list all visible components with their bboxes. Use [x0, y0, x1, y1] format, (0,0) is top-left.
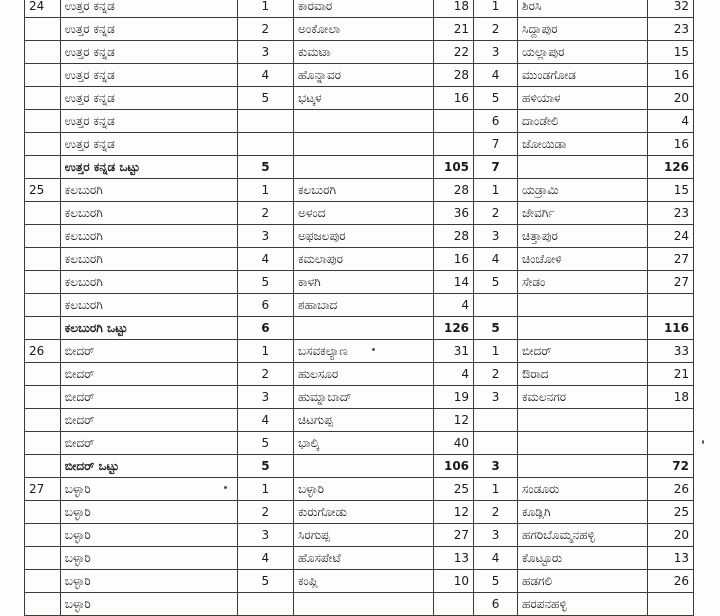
taluk2-count-cell: 20 [647, 87, 693, 110]
district-name-cell: ಬಳ್ಳಾರಿ [60, 478, 237, 501]
district-name-cell: ಕಲಬುರಗಿ [60, 202, 237, 225]
taluk1-count-cell: 14 [434, 271, 474, 294]
taluk1-number-cell: 5 [237, 271, 293, 294]
taluk1-name-cell [294, 133, 434, 156]
table-row [25, 363, 694, 386]
taluk2-name-cell [518, 156, 648, 179]
taluk1-number-cell: 4 [237, 547, 293, 570]
taluk1-name-cell: ಭಟ್ಕಳ [294, 87, 434, 110]
taluk1-name-cell [294, 156, 434, 179]
row-serial-cell: 24 [25, 0, 61, 18]
taluk1-count-cell: 25 [434, 478, 474, 501]
taluk2-name-cell: ಹಳಿಯಾಳ [518, 87, 648, 110]
taluk2-number-cell: 2 [474, 501, 518, 524]
taluk1-count-cell: 10 [434, 570, 474, 593]
taluk1-number-cell: 1 [237, 478, 293, 501]
taluk2-count-cell: 4 [647, 110, 693, 133]
taluk1-count-cell: 4 [434, 363, 474, 386]
taluk1-name-cell: ಕಾರವಾರ [294, 0, 434, 18]
taluk2-name-cell: ಜೋಯಿಡಾ [518, 133, 648, 156]
taluk1-count-cell [434, 133, 474, 156]
taluk1-name-cell: ಬಸವಕಲ್ಯಾಣ [294, 340, 434, 363]
row-serial-cell: 25 [25, 179, 61, 202]
district-name-cell: ಬೀದರ್ [60, 340, 237, 363]
taluk1-count-cell: 12 [434, 409, 474, 432]
taluk1-count-cell: 4 [434, 294, 474, 317]
taluk1-number-cell: 5 [237, 455, 293, 478]
row-serial-cell [25, 363, 61, 386]
taluk2-name-cell: ಔರಾದ [518, 363, 648, 386]
taluk1-count-cell: 31 [434, 340, 474, 363]
taluk2-number-cell: 7 [474, 156, 518, 179]
row-serial-cell [25, 524, 61, 547]
taluk2-number-cell: 3 [474, 455, 518, 478]
taluk2-name-cell: ಹಗರಿಬೊಮ್ಮನಹಳ್ಳಿ [518, 524, 648, 547]
row-serial-cell [25, 225, 61, 248]
taluk1-count-cell: 16 [434, 248, 474, 271]
taluk1-number-cell: 5 [237, 432, 293, 455]
table-row [25, 179, 694, 202]
row-serial-cell [25, 64, 61, 87]
taluk1-count-cell: 106 [434, 455, 474, 478]
total-row [25, 455, 694, 478]
table-row [25, 294, 694, 317]
table-row [25, 340, 694, 363]
taluk2-count-cell: 24 [647, 225, 693, 248]
taluk2-count-cell: 116 [647, 317, 693, 340]
taluk2-name-cell: ಶಿರಸಿ [518, 0, 648, 18]
taluk2-number-cell: 2 [474, 202, 518, 225]
taluk2-number-cell: 5 [474, 87, 518, 110]
taluk2-count-cell: 26 [647, 570, 693, 593]
taluk1-name-cell: ಸಿರಗುಪ್ಪ [294, 524, 434, 547]
taluk1-number-cell: 3 [237, 225, 293, 248]
taluk-table [24, 0, 694, 616]
taluk1-number-cell [237, 110, 293, 133]
table-row [25, 18, 694, 41]
taluk1-name-cell: ಹುಮ್ನಾಬಾದ್ [294, 386, 434, 409]
taluk2-name-cell: ಕೂಡ್ಲಿಗಿ [518, 501, 648, 524]
taluk1-name-cell: ಭಾಲ್ಕಿ [294, 432, 434, 455]
taluk2-name-cell: ಸಂಡೂರು [518, 478, 648, 501]
taluk2-number-cell: 6 [474, 593, 518, 616]
table-row [25, 432, 694, 455]
district-name-cell: ಬಳ್ಳಾರಿ [60, 547, 237, 570]
taluk2-count-cell: 16 [647, 64, 693, 87]
taluk2-number-cell: 1 [474, 340, 518, 363]
taluk2-name-cell: ಜೇವರ್ಗಿ [518, 202, 648, 225]
table-row [25, 202, 694, 225]
table-row [25, 478, 694, 501]
taluk1-name-cell: ಚಿಟಗುಪ್ಪ [294, 409, 434, 432]
taluk1-number-cell: 2 [237, 501, 293, 524]
taluk2-count-cell [647, 409, 693, 432]
taluk2-number-cell: 5 [474, 570, 518, 593]
district-name-cell: ಉತ್ತರ ಕನ್ನಡ [60, 41, 237, 64]
taluk1-count-cell: 126 [434, 317, 474, 340]
taluk1-count-cell: 28 [434, 225, 474, 248]
taluk2-number-cell: 2 [474, 18, 518, 41]
table-row [25, 41, 694, 64]
taluk1-count-cell [434, 110, 474, 133]
table-row [25, 409, 694, 432]
taluk1-name-cell: ಅಳಂದ [294, 202, 434, 225]
table-row [25, 87, 694, 110]
district-name-cell: ಬೀದರ್ [60, 432, 237, 455]
district-name-cell: ಬಳ್ಳಾರಿ [60, 501, 237, 524]
taluk2-number-cell: 2 [474, 363, 518, 386]
taluk2-count-cell: 32 [647, 0, 693, 18]
taluk1-number-cell: 5 [237, 87, 293, 110]
district-name-cell: ಬೀದರ್ ಒಟ್ಟು [60, 455, 237, 478]
taluk1-count-cell: 16 [434, 87, 474, 110]
taluk2-number-cell [474, 409, 518, 432]
district-name-cell: ಕಲಬುರಗಿ [60, 225, 237, 248]
taluk1-name-cell: ಹೊನ್ನಾವರ [294, 64, 434, 87]
table-row [25, 133, 694, 156]
taluk1-name-cell: ಕಂಪ್ಲಿ [294, 570, 434, 593]
taluk2-name-cell: ಸೇಡಂ [518, 271, 648, 294]
district-name-cell: ಕಲಬುರಗಿ ಒಟ್ಟು [60, 317, 237, 340]
district-name-cell: ಉತ್ತರ ಕನ್ನಡ [60, 133, 237, 156]
taluk1-number-cell: 2 [237, 363, 293, 386]
taluk1-name-cell: ಕಾಳಗಿ [294, 271, 434, 294]
table-row [25, 248, 694, 271]
table-row [25, 110, 694, 133]
taluk2-count-cell: 20 [647, 524, 693, 547]
taluk2-name-cell [518, 317, 648, 340]
taluk2-number-cell: 3 [474, 225, 518, 248]
taluk2-count-cell: 27 [647, 248, 693, 271]
taluk2-number-cell: 7 [474, 133, 518, 156]
taluk2-name-cell: ಬೀದರ್ [518, 340, 648, 363]
row-serial-cell [25, 271, 61, 294]
taluk1-count-cell: 28 [434, 64, 474, 87]
taluk1-name-cell: ಕುಮಟಾ [294, 41, 434, 64]
row-serial-cell [25, 133, 61, 156]
district-name-cell: ಉತ್ತರ ಕನ್ನಡ ಒಟ್ಟು [60, 156, 237, 179]
taluk2-name-cell [518, 432, 648, 455]
taluk2-name-cell [518, 409, 648, 432]
taluk1-name-cell: ಕಮಲಾಪುರ [294, 248, 434, 271]
taluk1-count-cell: 105 [434, 156, 474, 179]
taluk2-count-cell: 15 [647, 41, 693, 64]
taluk2-number-cell: 1 [474, 179, 518, 202]
taluk2-name-cell: ಸಿದ್ದಾಪುರ [518, 18, 648, 41]
taluk1-count-cell: 13 [434, 547, 474, 570]
taluk2-count-cell: 26 [647, 478, 693, 501]
row-serial-cell [25, 570, 61, 593]
row-serial-cell [25, 501, 61, 524]
row-serial-cell [25, 317, 61, 340]
taluk2-name-cell: ಯಲ್ಲಾಪುರ [518, 41, 648, 64]
district-name-cell: ಉತ್ತರ ಕನ್ನಡ [60, 18, 237, 41]
taluk2-count-cell: 13 [647, 547, 693, 570]
taluk1-name-cell [294, 593, 434, 616]
table-row [25, 593, 694, 616]
taluk2-count-cell: 33 [647, 340, 693, 363]
district-name-cell: ಬಳ್ಳಾರಿ [60, 524, 237, 547]
taluk1-number-cell: 4 [237, 64, 293, 87]
taluk1-number-cell [237, 133, 293, 156]
taluk1-name-cell: ಶಹಾಬಾದ [294, 294, 434, 317]
row-serial-cell [25, 455, 61, 478]
taluk2-count-cell [647, 294, 693, 317]
taluk1-count-cell: 27 [434, 524, 474, 547]
table-row [25, 225, 694, 248]
row-serial-cell [25, 432, 61, 455]
district-name-cell: ಉತ್ತರ ಕನ್ನಡ [60, 110, 237, 133]
taluk1-number-cell: 4 [237, 409, 293, 432]
district-name-cell: ಬಳ್ಳಾರಿ [60, 570, 237, 593]
taluk2-count-cell [647, 432, 693, 455]
taluk1-count-cell: 21 [434, 18, 474, 41]
taluk1-name-cell: ಕಲಬುರಗಿ [294, 179, 434, 202]
district-name-cell: ಉತ್ತರ ಕನ್ನಡ [60, 0, 237, 18]
taluk1-count-cell [434, 593, 474, 616]
scan-speck [372, 348, 375, 351]
taluk2-count-cell: 126 [647, 156, 693, 179]
taluk1-name-cell: ಬಳ್ಳಾರಿ [294, 478, 434, 501]
taluk1-count-cell: 19 [434, 386, 474, 409]
taluk1-name-cell: ಅಂಕೋಲಾ [294, 18, 434, 41]
taluk2-name-cell: ಹರಪನಹಳ್ಳಿ [518, 593, 648, 616]
row-serial-cell [25, 110, 61, 133]
taluk1-count-cell: 36 [434, 202, 474, 225]
taluk1-name-cell [294, 455, 434, 478]
taluk2-name-cell: ಚಿತ್ತಾಪುರ [518, 225, 648, 248]
district-name-cell: ಕಲಬುರಗಿ [60, 248, 237, 271]
taluk1-number-cell: 6 [237, 317, 293, 340]
row-serial-cell [25, 18, 61, 41]
row-serial-cell [25, 41, 61, 64]
row-serial-cell [25, 202, 61, 225]
table-row [25, 271, 694, 294]
row-serial-cell [25, 593, 61, 616]
taluk1-name-cell: ಅಫಜಲಪುರ [294, 225, 434, 248]
table-row [25, 547, 694, 570]
taluk2-name-cell: ಹಡಗಲಿ [518, 570, 648, 593]
district-name-cell: ಕಲಬುರಗಿ [60, 271, 237, 294]
table-row [25, 386, 694, 409]
taluk2-name-cell: ಕಮಲನಗರ [518, 386, 648, 409]
taluk1-number-cell: 1 [237, 179, 293, 202]
district-name-cell: ಉತ್ತರ ಕನ್ನಡ [60, 64, 237, 87]
taluk1-name-cell [294, 317, 434, 340]
taluk2-number-cell [474, 432, 518, 455]
taluk1-number-cell: 5 [237, 570, 293, 593]
district-name-cell: ಉತ್ತರ ಕನ್ನಡ [60, 87, 237, 110]
taluk1-number-cell: 2 [237, 202, 293, 225]
taluk2-number-cell: 6 [474, 110, 518, 133]
district-name-cell: ಬೀದರ್ [60, 363, 237, 386]
district-name-cell: ಕಲಬುರಗಿ [60, 294, 237, 317]
taluk1-number-cell: 4 [237, 248, 293, 271]
taluk2-count-cell: 23 [647, 18, 693, 41]
row-serial-cell: 26 [25, 340, 61, 363]
taluk1-count-cell: 40 [434, 432, 474, 455]
taluk2-number-cell: 4 [474, 547, 518, 570]
row-serial-cell [25, 409, 61, 432]
taluk1-count-cell: 18 [434, 0, 474, 18]
row-serial-cell [25, 248, 61, 271]
taluk1-count-cell: 22 [434, 41, 474, 64]
total-row [25, 317, 694, 340]
taluk2-number-cell: 4 [474, 248, 518, 271]
taluk2-name-cell: ಮುಂಡಗೋಡ [518, 64, 648, 87]
row-serial-cell [25, 547, 61, 570]
scan-speck [702, 440, 704, 444]
taluk2-number-cell: 5 [474, 317, 518, 340]
taluk2-number-cell: 3 [474, 41, 518, 64]
taluk1-name-cell: ಹುಲಸೂರ [294, 363, 434, 386]
taluk2-count-cell: 72 [647, 455, 693, 478]
taluk1-number-cell [237, 593, 293, 616]
row-serial-cell [25, 87, 61, 110]
taluk2-count-cell: 15 [647, 179, 693, 202]
taluk2-number-cell: 4 [474, 64, 518, 87]
taluk2-name-cell: ದಾಂಡೇಲಿ [518, 110, 648, 133]
taluk1-number-cell: 3 [237, 386, 293, 409]
taluk2-count-cell: 16 [647, 133, 693, 156]
taluk2-count-cell: 27 [647, 271, 693, 294]
district-name-cell: ಬೀದರ್ [60, 409, 237, 432]
total-row [25, 156, 694, 179]
taluk1-number-cell: 6 [237, 294, 293, 317]
table-row [25, 0, 694, 18]
taluk2-number-cell: 3 [474, 524, 518, 547]
row-serial-cell [25, 294, 61, 317]
taluk2-count-cell: 21 [647, 363, 693, 386]
taluk2-count-cell [647, 593, 693, 616]
taluk1-name-cell: ಹೊಸಪೇಟೆ [294, 547, 434, 570]
taluk2-name-cell: ಯಡ್ರಾಮಿ [518, 179, 648, 202]
table-row [25, 524, 694, 547]
taluk1-number-cell: 1 [237, 0, 293, 18]
table-row [25, 570, 694, 593]
taluk1-count-cell: 12 [434, 501, 474, 524]
taluk2-count-cell: 25 [647, 501, 693, 524]
taluk1-name-cell [294, 110, 434, 133]
taluk2-count-cell: 18 [647, 386, 693, 409]
district-name-cell: ಕಲಬುರಗಿ [60, 179, 237, 202]
taluk1-name-cell: ಕುರುಗೋಡು [294, 501, 434, 524]
taluk2-number-cell: 1 [474, 0, 518, 18]
taluk1-number-cell: 3 [237, 41, 293, 64]
taluk2-name-cell: ಕೊಟ್ಟೂರು [518, 547, 648, 570]
table-row [25, 501, 694, 524]
row-serial-cell [25, 386, 61, 409]
taluk1-number-cell: 1 [237, 340, 293, 363]
taluk1-number-cell: 3 [237, 524, 293, 547]
taluk1-count-cell: 28 [434, 179, 474, 202]
row-serial-cell [25, 156, 61, 179]
district-name-cell: ಬಳ್ಳಾರಿ [60, 593, 237, 616]
taluk1-number-cell: 5 [237, 156, 293, 179]
taluk2-name-cell [518, 455, 648, 478]
district-name-cell: ಬೀದರ್ [60, 386, 237, 409]
taluk2-count-cell: 23 [647, 202, 693, 225]
table-body [25, 0, 694, 616]
taluk2-name-cell [518, 294, 648, 317]
taluk2-name-cell: ಚಿಂಚೋಳಿ [518, 248, 648, 271]
taluk2-number-cell: 1 [474, 478, 518, 501]
row-serial-cell: 27 [25, 478, 61, 501]
table-row [25, 64, 694, 87]
taluk1-number-cell: 2 [237, 18, 293, 41]
taluk2-number-cell: 5 [474, 271, 518, 294]
scan-speck [224, 486, 227, 489]
taluk2-number-cell [474, 294, 518, 317]
taluk2-number-cell: 3 [474, 386, 518, 409]
